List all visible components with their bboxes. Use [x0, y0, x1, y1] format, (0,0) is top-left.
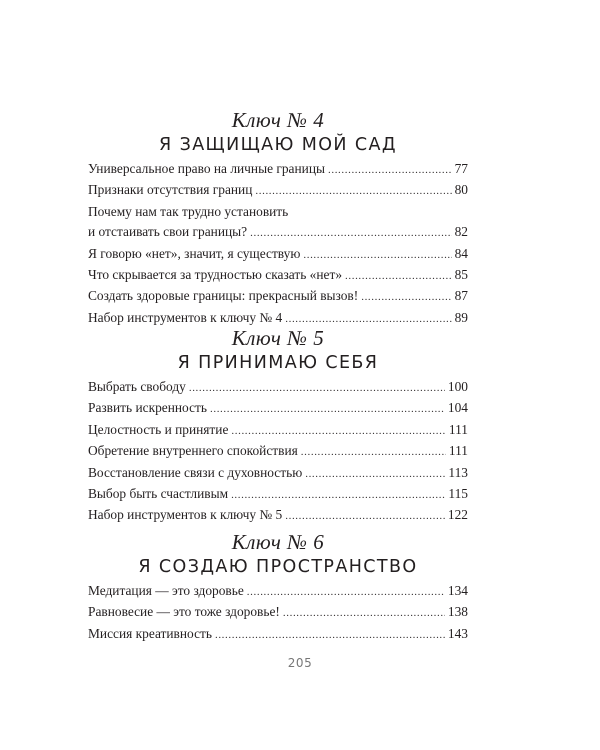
toc-entry-page: 87	[454, 288, 468, 304]
toc-entry-title: Выбрать свободу	[88, 379, 186, 394]
toc-entry[interactable]	[88, 159, 468, 180]
toc-list	[88, 581, 468, 645]
dot-leader	[247, 582, 445, 602]
toc-entry[interactable]	[88, 581, 468, 602]
toc-list	[88, 159, 468, 329]
toc-entry[interactable]	[88, 624, 468, 645]
dot-leader	[305, 464, 445, 484]
toc-entry-title: Я говорю «нет», значит, я существую	[88, 245, 301, 261]
toc-entry-page: 85	[454, 267, 468, 283]
toc-entry-page: 89	[454, 309, 468, 325]
toc-entry-page: 115	[448, 486, 468, 502]
dot-leader	[231, 485, 445, 505]
toc-entry-title: Признаки отсутствия границ	[88, 182, 253, 198]
toc-entry[interactable]	[88, 180, 468, 201]
toc-section-key-4	[88, 108, 468, 329]
dot-leader	[210, 399, 445, 419]
dot-leader	[303, 245, 451, 265]
toc-section-key-5	[88, 326, 468, 527]
toc-entry[interactable]	[88, 463, 468, 484]
toc-entry-title: Равновесие — это тоже здоровье!	[88, 604, 280, 620]
toc-entry-title: Миссия креативность	[88, 625, 212, 641]
toc-entry-page: 104	[447, 400, 468, 416]
toc-entry[interactable]	[88, 202, 468, 244]
section-title: Я ЗАЩИЩАЮ МОЙ САД	[159, 135, 397, 155]
dot-leader	[361, 287, 451, 307]
section-key-label: Ключ № 5	[231, 326, 325, 350]
toc-entry[interactable]	[88, 377, 468, 398]
toc-entry-title: Обретение внутреннего спокойствия	[88, 443, 298, 459]
toc-section-key-6	[88, 530, 468, 645]
page-number: 205	[287, 656, 313, 670]
dot-leader	[301, 442, 446, 462]
toc-entry-title-line1: Почему нам так трудно установить	[88, 203, 289, 219]
toc-entry-title: Выбор быть счастливым	[88, 486, 229, 502]
toc-entry-page: 111	[448, 443, 468, 459]
section-key-label: Ключ № 6	[231, 530, 325, 554]
toc-entry-title: Восстановление связи с духовностью	[88, 464, 303, 480]
section-title: Я ПРИНИМАЮ СЕБЯ	[177, 353, 379, 373]
toc-entry-page: 100	[447, 379, 468, 394]
toc-entry-title: Универсальное право на личные границы	[88, 161, 325, 176]
toc-list	[88, 377, 468, 527]
toc-entry[interactable]	[88, 484, 468, 505]
toc-entry[interactable]	[88, 505, 468, 526]
dot-leader	[231, 421, 446, 441]
toc-entry-page: 111	[448, 421, 468, 437]
toc-entry-page: 122	[447, 507, 468, 523]
toc-entry-page: 80	[454, 182, 468, 198]
dot-leader	[283, 603, 445, 623]
dot-leader	[189, 378, 445, 398]
toc-entry-title: Создать здоровые границы: прекрасный вызов!	[88, 288, 359, 304]
toc-entry-page: 138	[447, 604, 468, 620]
toc-entry-page: 113	[448, 464, 468, 480]
toc-entry-title: Развить искренность	[88, 400, 207, 416]
toc-entry[interactable]	[88, 286, 468, 307]
dot-leader	[255, 181, 451, 201]
toc-entry-title: Набор инструментов к ключу № 5	[88, 507, 283, 523]
toc-entry-page: 143	[447, 625, 468, 641]
dot-leader	[328, 160, 452, 180]
toc-entry-page: 82	[454, 224, 468, 240]
toc-entry[interactable]	[88, 441, 468, 462]
section-key-label: Ключ № 4	[231, 108, 325, 132]
toc-entry-title: Целостность и принятие	[88, 421, 229, 437]
toc-entry-page: 134	[447, 583, 468, 598]
dot-leader	[345, 266, 452, 286]
toc-entry[interactable]	[88, 602, 468, 623]
toc-entry[interactable]	[88, 398, 468, 419]
dot-leader	[285, 506, 445, 526]
section-title: Я СОЗДАЮ ПРОСТРАНСТВО	[138, 557, 418, 577]
toc-entry-page: 77	[454, 161, 468, 176]
dot-leader	[215, 625, 445, 645]
toc-entry-page: 84	[454, 245, 468, 261]
toc-entry-title: Медитация — это здоровье	[88, 583, 244, 598]
dot-leader	[250, 223, 451, 243]
toc-entry[interactable]	[88, 244, 468, 265]
toc-entry[interactable]	[88, 265, 468, 286]
toc-entry[interactable]	[88, 420, 468, 441]
toc-entry-title: Набор инструментов к ключу № 4	[88, 309, 283, 325]
toc-entry-title: и отстаивать свои границы?	[88, 224, 248, 240]
toc-entry-title: Что скрывается за трудностью сказать «нет»	[88, 267, 343, 283]
